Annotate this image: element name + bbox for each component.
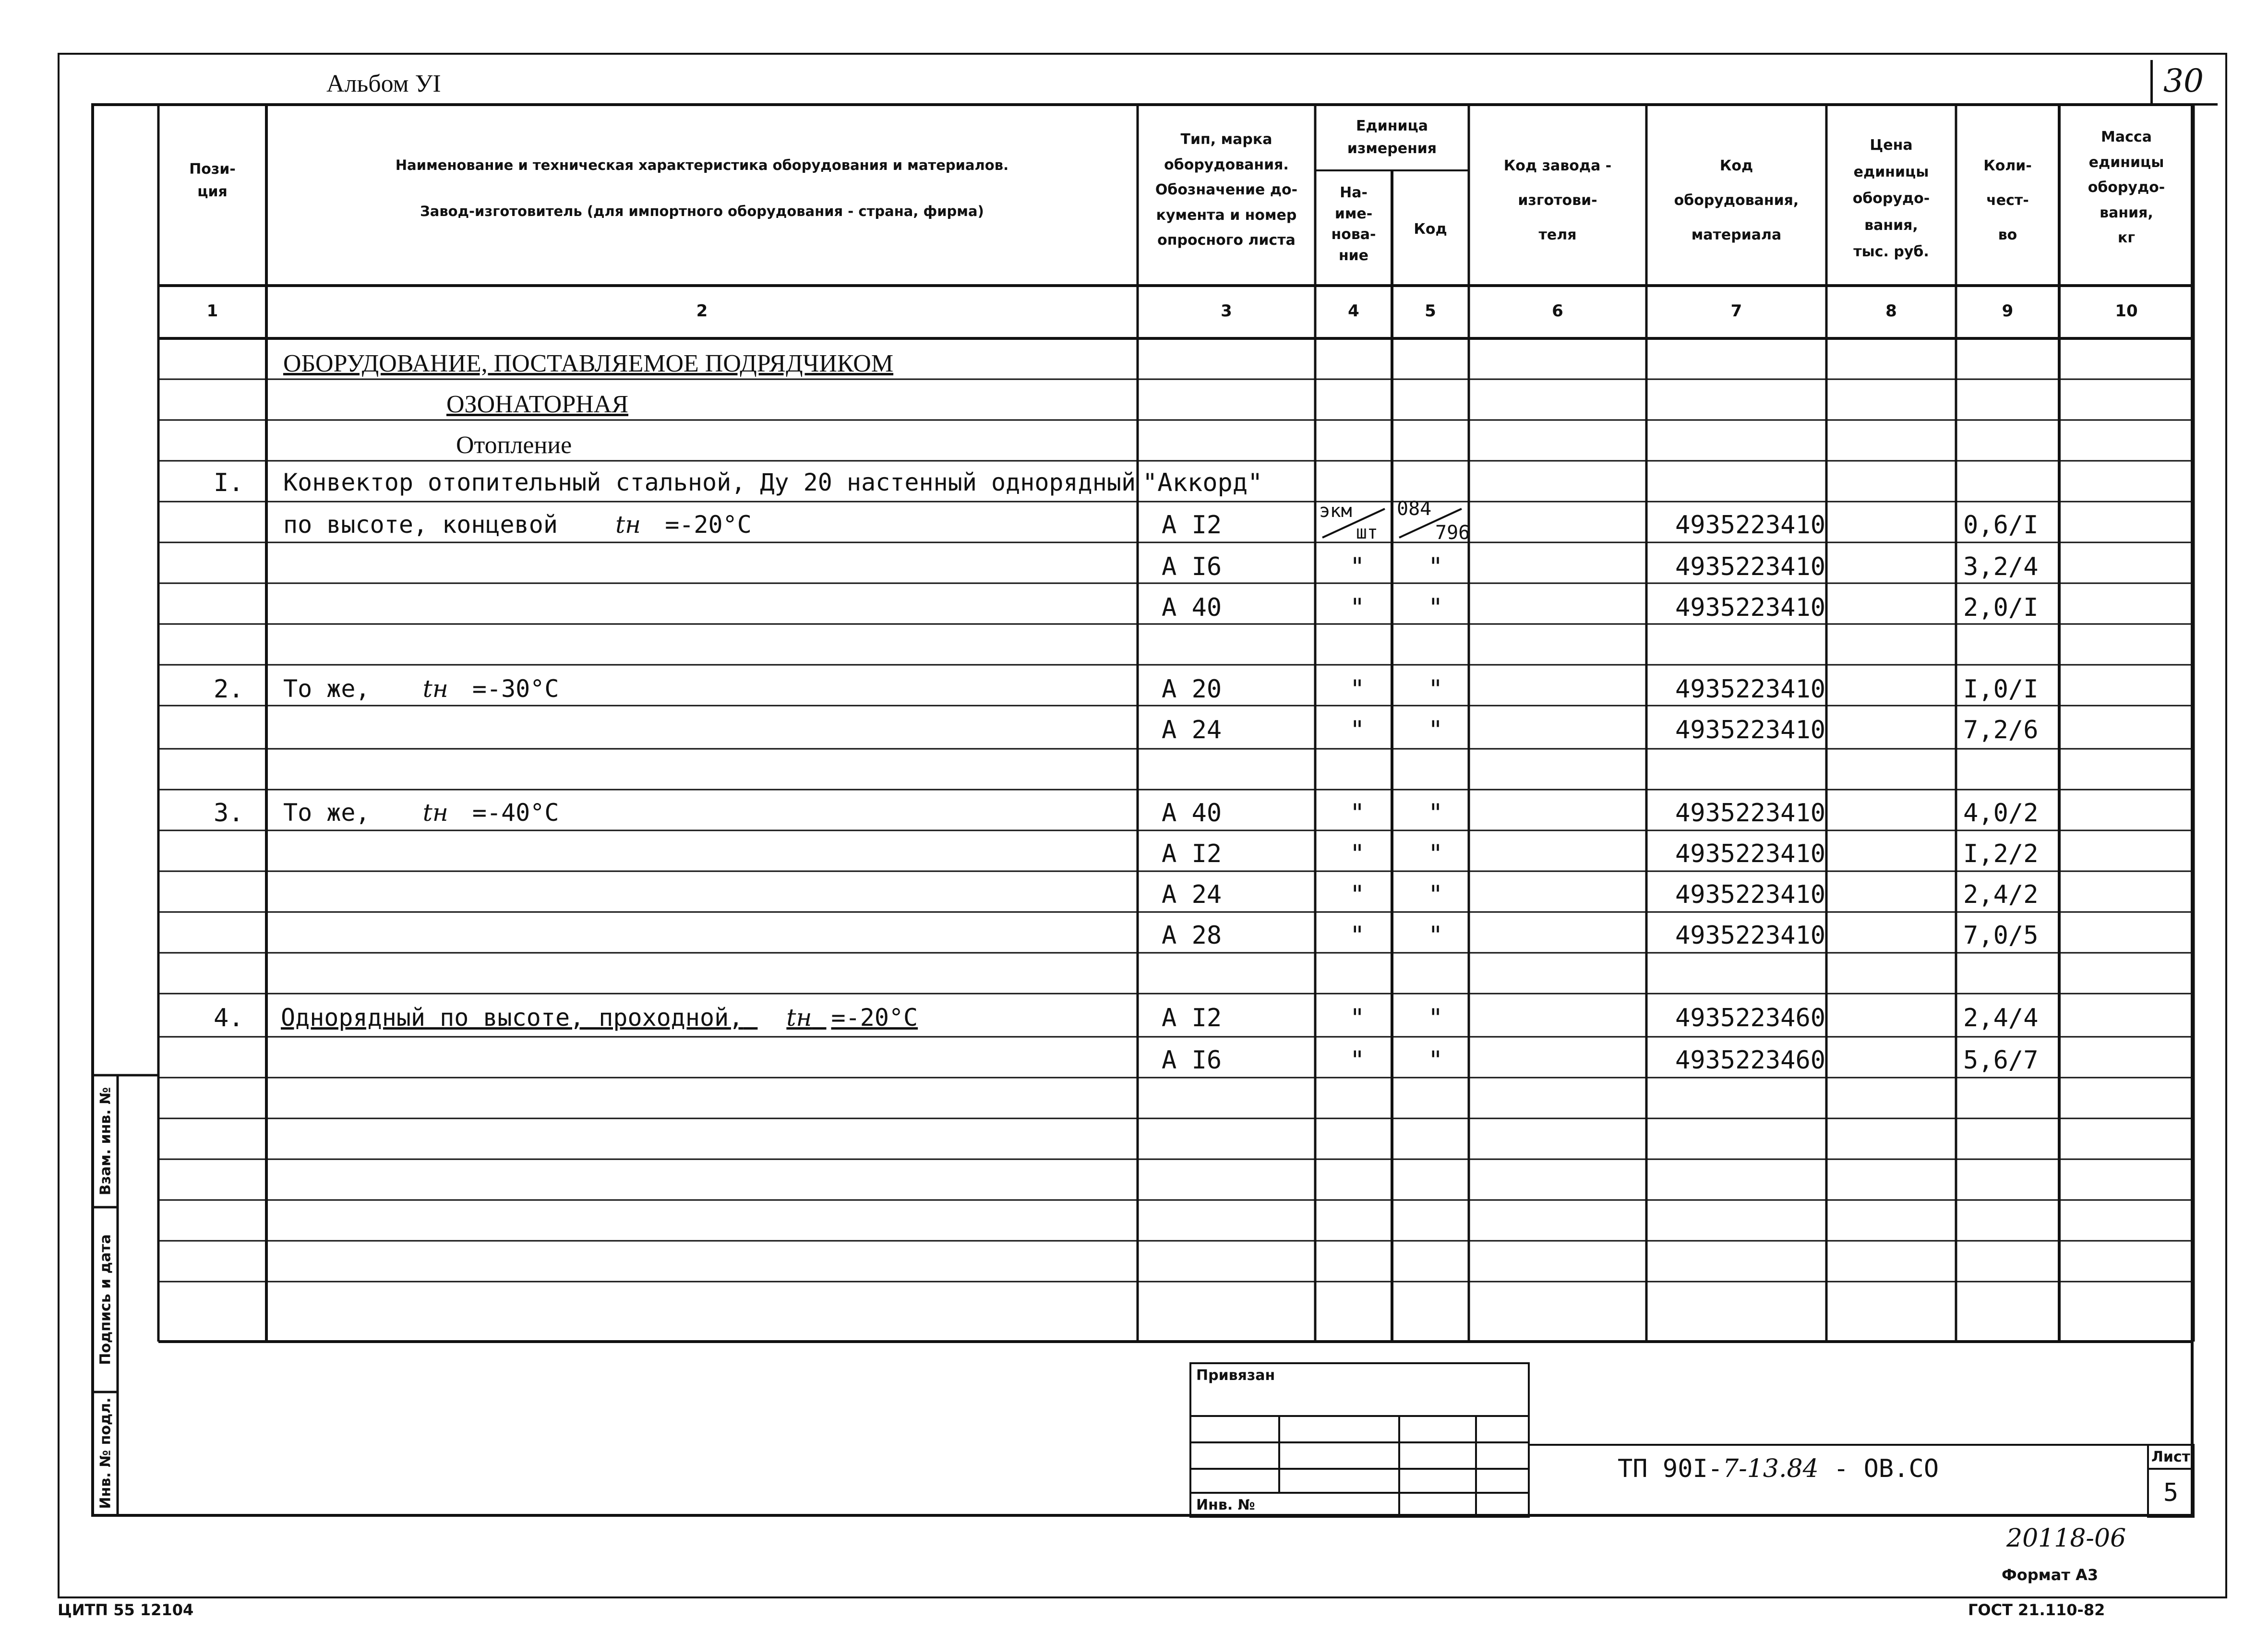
- row2-name-pre: по высоте, концевой: [283, 511, 558, 539]
- stamp-privyazan-label: Привязан: [1196, 1367, 1275, 1384]
- row3-unit: ": [1350, 552, 1365, 581]
- row9-name-pre: То же,: [283, 799, 370, 827]
- sheet-list-label: Лист: [2151, 1449, 2191, 1465]
- row14-quantity: 2,4/4: [1963, 1004, 2039, 1032]
- col7-header: Код оборудования, материала: [1674, 157, 1799, 243]
- row6-name: [283, 677, 559, 701]
- row6-equipment-code: 4935223410: [1675, 675, 1826, 704]
- row6-position: 2.: [214, 675, 244, 704]
- row2-name-post: =-20°С: [665, 511, 752, 539]
- row4-type: А 40: [1162, 593, 1222, 622]
- row2-code-bottom: 796: [1435, 522, 1470, 544]
- side-label-inv-podl: Инв. № подл.: [97, 1397, 114, 1509]
- row14-name: [281, 1006, 918, 1030]
- row7-quantity: 7,2/6: [1963, 716, 2039, 744]
- unit-group-header: Единица измерения: [1347, 118, 1437, 157]
- format-label: Формат А3: [2002, 1566, 2099, 1584]
- section-title-heating: Отопление: [456, 432, 572, 459]
- row4-unit: ": [1350, 593, 1365, 622]
- side-label-podpis: Подпись и дата: [97, 1234, 114, 1365]
- row12-equipment-code: 4935223410: [1675, 921, 1826, 950]
- row14-type: А I2: [1162, 1004, 1222, 1032]
- side-label-vzam: Взам. инв. №: [97, 1087, 114, 1196]
- sheet-list-number: 5: [2163, 1478, 2179, 1507]
- row11-type: А 24: [1162, 880, 1222, 909]
- col4-header: На- име- нова- ние: [1331, 184, 1376, 264]
- col-number-7: 7: [1730, 301, 1742, 321]
- stamp-inv-no-label: Инв. №: [1196, 1497, 1255, 1513]
- row14-code: ": [1428, 1004, 1443, 1032]
- col-number-1: 1: [206, 301, 218, 321]
- row10-quantity: I,2/2: [1963, 840, 2039, 868]
- row4-equipment-code: 4935223410: [1675, 593, 1826, 622]
- row3-quantity: 3,2/4: [1963, 552, 2039, 581]
- col-number-3: 3: [1221, 301, 1232, 321]
- citp-label: ЦИТП 55 12104: [58, 1601, 194, 1619]
- row9-code: ": [1428, 799, 1443, 828]
- row2-unit-top: экм: [1319, 500, 1352, 521]
- row6-type: А 20: [1162, 675, 1222, 704]
- row10-code: ": [1428, 840, 1443, 868]
- section-title-ozonator: ОЗОНАТОРНАЯ: [446, 391, 629, 418]
- col2-header-line1: Наименование и техническая характеристика оборудования и материалов.: [395, 157, 1009, 173]
- col-number-10: 10: [2115, 301, 2138, 321]
- row10-equipment-code: 4935223410: [1675, 840, 1826, 868]
- row1-position: I.: [214, 468, 244, 497]
- row7-unit: ": [1350, 716, 1365, 744]
- row11-equipment-code: 4935223410: [1675, 880, 1826, 909]
- col1-header: Пози- ция: [189, 161, 236, 200]
- row9-position: 3.: [214, 799, 244, 828]
- row2-t-symbol: tн: [615, 511, 641, 539]
- row14-position: 4.: [214, 1004, 244, 1032]
- row11-unit: ": [1350, 880, 1365, 909]
- col8-header: Цена единицы оборудо- вания, тыс. руб.: [1852, 137, 1930, 260]
- row4-quantity: 2,0/I: [1963, 593, 2039, 622]
- row14-unit: ": [1350, 1004, 1365, 1032]
- col5-header: Код: [1414, 221, 1447, 238]
- col-number-9: 9: [2002, 301, 2014, 321]
- col-number-5: 5: [1425, 301, 1436, 321]
- col-number-4: 4: [1348, 301, 1359, 321]
- section-title-contractor: ОБОРУДОВАНИЕ, ПОСТАВЛЯЕМОЕ ПОДРЯДЧИКОМ: [283, 350, 894, 377]
- col10-header: Масса единицы оборудо- вания, кг: [2088, 129, 2165, 246]
- row9-unit: ": [1350, 799, 1365, 828]
- col3-header: Тип, марка оборудования. Обозначение до- кумента и номер опросного листа: [1155, 131, 1298, 249]
- col-number-8: 8: [1885, 301, 1897, 321]
- row9-type: А 40: [1162, 799, 1222, 828]
- row9-name-post: =-40°С: [472, 799, 559, 827]
- row6-t-symbol: tн: [422, 675, 448, 703]
- row12-code: ": [1428, 921, 1443, 950]
- row2-code-top: 084: [1397, 498, 1432, 520]
- col9-header: Коли- чест- во: [1983, 157, 2032, 243]
- row6-unit: ": [1350, 675, 1365, 704]
- row12-unit: ": [1350, 921, 1365, 950]
- row12-quantity: 7,0/5: [1963, 921, 2039, 950]
- row9-t-symbol: tн: [422, 799, 448, 827]
- row2-type: А I2: [1162, 511, 1222, 540]
- handwritten-number: 20118-06: [2006, 1524, 2126, 1553]
- row15-unit: ": [1350, 1046, 1365, 1075]
- gost-label: ГОСТ 21.110-82: [1968, 1601, 2105, 1619]
- row15-type: А I6: [1162, 1046, 1222, 1075]
- row2-equipment-code: 4935223410: [1675, 511, 1826, 540]
- row15-quantity: 5,6/7: [1963, 1046, 2039, 1075]
- row7-equipment-code: 4935223410: [1675, 716, 1826, 744]
- row4-code: ": [1428, 593, 1443, 622]
- row9-equipment-code: 4935223410: [1675, 799, 1826, 828]
- row6-code: ": [1428, 675, 1443, 704]
- row10-type: А I2: [1162, 840, 1222, 868]
- row6-quantity: I,0/I: [1963, 675, 2039, 704]
- row3-type: А I6: [1162, 552, 1222, 581]
- row3-code: ": [1428, 552, 1443, 581]
- row14-name-post: =-20°С: [831, 1004, 918, 1032]
- row14-equipment-code: 4935223460: [1675, 1004, 1826, 1032]
- col2-header-line2: Завод-изготовитель (для импортного оборудования - страна, фирма): [420, 203, 984, 219]
- row7-type: А 24: [1162, 716, 1222, 744]
- row11-code: ": [1428, 880, 1443, 909]
- row11-quantity: 2,4/2: [1963, 880, 2039, 909]
- row9-name: [283, 801, 559, 825]
- row3-equipment-code: 4935223410: [1675, 552, 1826, 581]
- col-number-6: 6: [1552, 301, 1563, 321]
- document-code: [1618, 1454, 1939, 1483]
- row2-name: [283, 513, 752, 537]
- row14-t-symbol: tн: [786, 1004, 812, 1032]
- document-code-pre: ТП 90I-: [1618, 1454, 1723, 1483]
- row10-unit: ": [1350, 840, 1365, 868]
- col6-header: Код завода - изготови- теля: [1503, 157, 1612, 243]
- row15-equipment-code: 4935223460: [1675, 1046, 1826, 1075]
- sheet-corner-number: 30: [2163, 62, 2204, 99]
- document-code-hand: 7-13.84: [1723, 1454, 1819, 1483]
- album-label: Альбом УI: [326, 70, 441, 97]
- row1-type: "Аккорд": [1142, 468, 1263, 497]
- row1-name: Конвектор отопительный стальной, Ду 20 настенный однорядный: [283, 468, 1136, 496]
- row2-unit-bottom: шт: [1356, 522, 1378, 543]
- row12-type: А 28: [1162, 921, 1222, 950]
- row6-name-post: =-30°С: [472, 675, 559, 703]
- document-code-post: - ОВ.СО: [1818, 1454, 1939, 1483]
- row7-code: ": [1428, 716, 1443, 744]
- col-number-2: 2: [696, 301, 708, 321]
- row9-quantity: 4,0/2: [1963, 799, 2039, 828]
- row14-name-pre: Однорядный по высоте, проходной,: [281, 1004, 744, 1032]
- row2-quantity: 0,6/I: [1963, 511, 2039, 540]
- row6-name-pre: То же,: [283, 675, 370, 703]
- row15-code: ": [1428, 1046, 1443, 1075]
